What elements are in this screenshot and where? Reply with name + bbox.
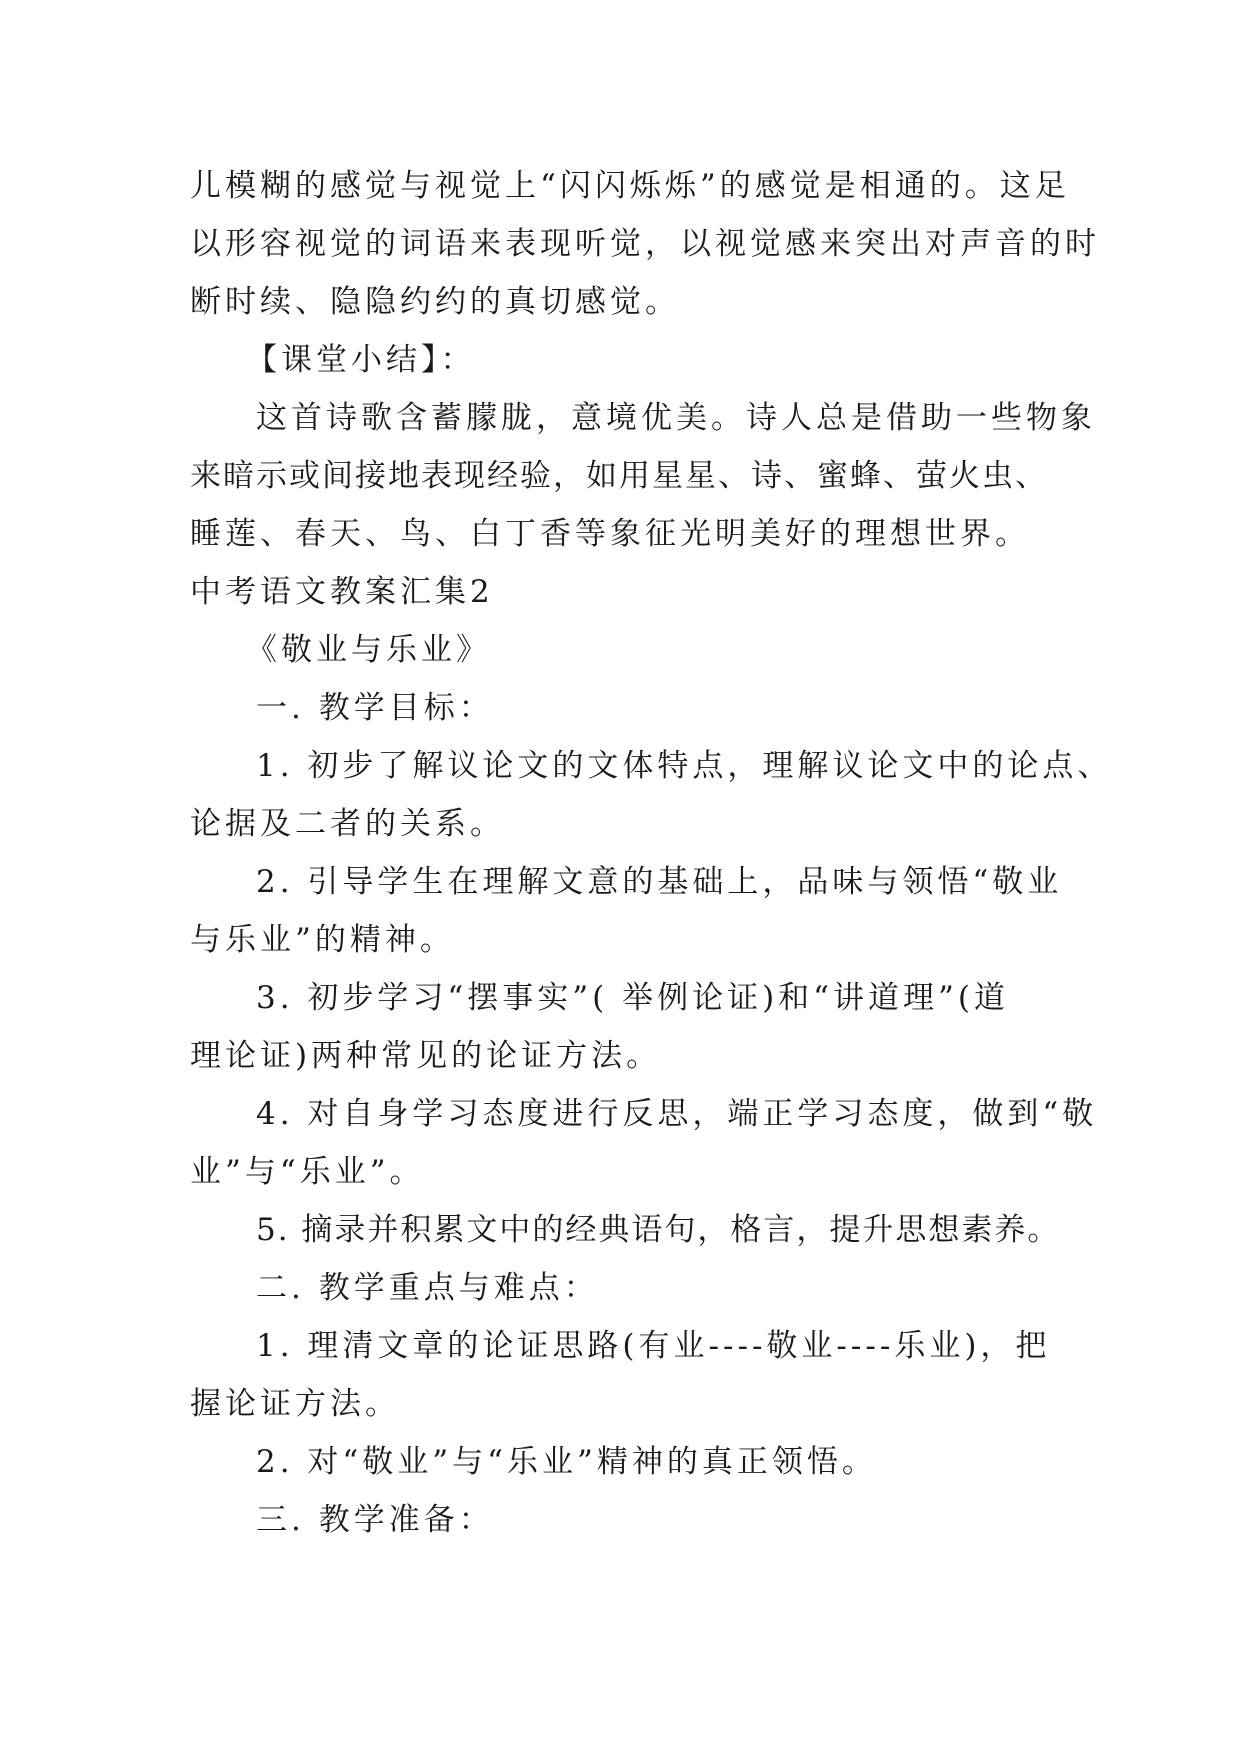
paragraph-line: 论据及二者的关系。 (190, 806, 505, 842)
section-heading-objectives: 一. 教学目标： (256, 690, 494, 726)
paragraph-line: 儿模糊的感觉与视觉上“闪闪烁烁”的感觉是相通的。这足 (190, 168, 1070, 204)
paragraph-line: 睡莲、春天、鸟、白丁香等象征光明美好的理想世界。 (190, 516, 1030, 552)
list-item: 3. 初步学习“摆事实”( 举例论证)和“讲道理”(道 (256, 980, 1009, 1016)
paragraph-line: 断时续、隐隐约约的真切感觉。 (190, 284, 680, 320)
paragraph-line: 这首诗歌含蓄朦胧，意境优美。诗人总是借助一些物象 (256, 400, 1096, 436)
list-item: 4. 对自身学习态度进行反思，端正学习态度，做到“敬 (256, 1096, 1098, 1132)
paragraph-line: 来暗示或间接地表现经验，如用星星、诗、蜜蜂、萤火虫、 (190, 458, 1048, 494)
lesson-title: 《敬业与乐业》 (246, 632, 491, 668)
list-item: 2. 引导学生在理解文意的基础上，品味与领悟“敬业 (256, 864, 1063, 900)
list-item: 5. 摘录并积累文中的经典语句，格言，提升思想素养。 (256, 1212, 1061, 1248)
section-heading-summary: 【课堂小结】： (246, 342, 476, 378)
paragraph-line: 理论证)两种常见的论证方法。 (190, 1038, 662, 1074)
document-title: 中考语文教案汇集2 (190, 574, 494, 610)
section-heading-preparation: 三. 教学准备： (256, 1502, 494, 1538)
paragraph-line: 与乐业”的精神。 (190, 922, 455, 958)
list-item: 1. 初步了解议论文的文体特点，理解议论文中的论点、 (256, 748, 1113, 784)
section-heading-key-points: 二. 教学重点与难点： (256, 1270, 599, 1306)
list-item: 2. 对“敬业”与“乐业”精神的真正领悟。 (256, 1444, 877, 1480)
paragraph-line: 握论证方法。 (190, 1386, 400, 1422)
list-item: 1. 理清文章的论证思路(有业----敬业----乐业)，把 (256, 1328, 1051, 1364)
paragraph-line: 以形容视觉的词语来表现听觉，以视觉感来突出对声音的时 (190, 226, 1100, 262)
paragraph-line: 业”与“乐业”。 (190, 1154, 425, 1190)
